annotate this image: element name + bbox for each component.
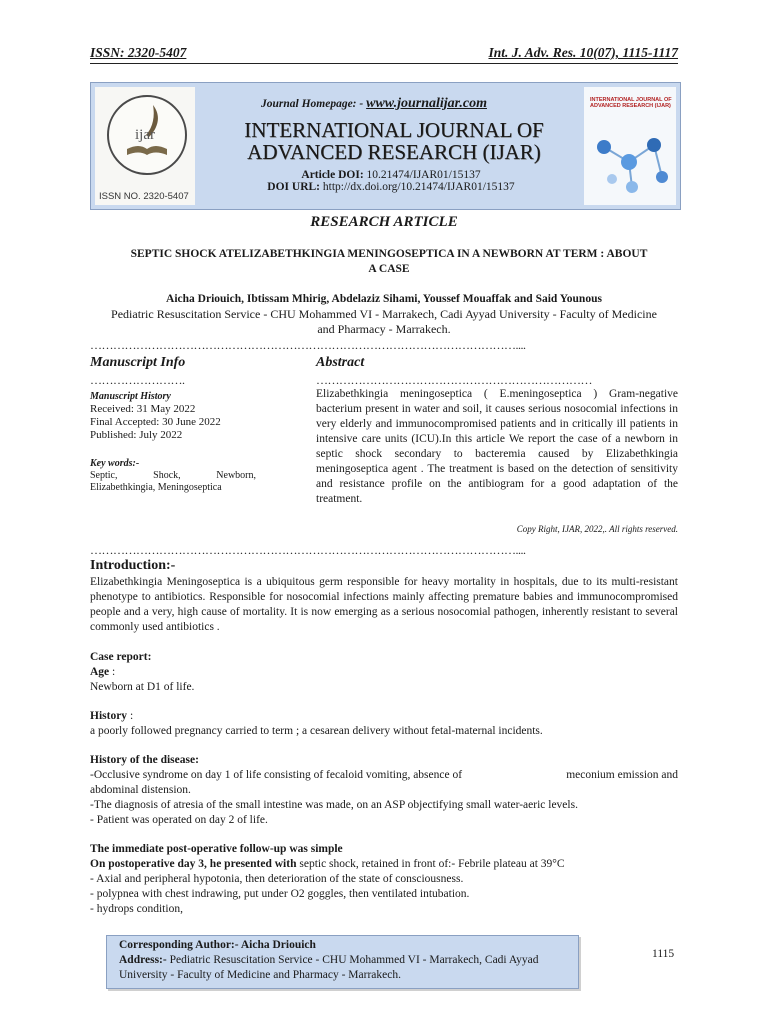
abstract-heading: Abstract: [316, 355, 365, 370]
homepage-label: Journal Homepage: -: [261, 98, 364, 110]
disease-line1b: meconium emission and: [566, 769, 678, 781]
disease-line3: -The diagnosis of atresia of the small intestine was made, on an ASP objectifying small water-aeric levels.: [90, 799, 578, 811]
disease-label: History of the disease:: [90, 754, 199, 766]
keywords-line2: Elizabethkingia, Meningoseptica: [90, 482, 222, 493]
manuscript-info-heading: Manuscript Info: [90, 355, 186, 370]
doi-url-link[interactable]: http://dx.doi.org/10.21474/IJAR01/15137: [322, 181, 515, 193]
dotted-separator-bottom: …………………………………………………………………………………………………....: [90, 543, 526, 557]
address-label: Address:-: [119, 954, 167, 966]
logo-emblem: [107, 95, 187, 175]
address-line2: University - Faculty of Medicine and Pharmacy - Marrakech.: [119, 969, 401, 981]
disease-line2: abdominal distension.: [90, 784, 191, 796]
abstract-text: Elizabethkingia meningoseptica ( E.meningoseptica ) Gram-negative bacterium present in water and soil, it causes serious nosocomial infections in very elderly and immunocompromised patients and in critically ill patients in intensive care units (ICU).In this article We report the case of a newborn in septic shock secondary to bacteremia caused by Elizabethkingia meningoseptica agent . The treatment is based on the detection of sensitivity and resistance profile on the antibiogram for a good adaptation of the treatment.: [316, 388, 678, 505]
corresponding-label: Corresponding Author:- Aicha Driouich: [119, 939, 316, 951]
history-label: History: [90, 710, 128, 722]
introduction-text: Elizabethkingia Meningoseptica is a ubiquitous germ responsible for heavy mortality in hospitals, due to its multi-resistant phenotype to antibiotics. Responsible for nosocomial infections mainly affecting premature babies and immunocompromised people and a very, high cause of mortality. It is now emerging as a serious nosocomial pathogen, inherently resistant to several commonly used antibiotics .: [90, 576, 678, 633]
citation-text: Int. J. Adv. Res. 10(07), 1115-1117: [488, 45, 678, 60]
abstract-dots: ………………………………………………………………: [316, 373, 592, 387]
page-number: 1115: [652, 948, 675, 960]
keyword: Septic,: [90, 470, 118, 481]
title-line2: A CASE: [368, 263, 410, 275]
received-date: Received: 31 May 2022: [90, 403, 196, 415]
published-date: Published: July 2022: [90, 429, 183, 441]
journal-logo: [95, 87, 195, 205]
age-separator: :: [109, 666, 116, 678]
journal-cover: [584, 87, 676, 205]
homepage-link[interactable]: www.journalijar.com: [366, 96, 487, 111]
running-header: [90, 45, 678, 64]
doi-url-label: DOI URL:: [267, 181, 321, 193]
journal-name: [219, 119, 569, 163]
history-section: [90, 709, 678, 739]
introduction-heading: Introduction:-: [90, 558, 176, 573]
affiliation: [90, 307, 678, 337]
homepage-line: [261, 96, 487, 112]
disease-line4: - Patient was operated on day 2 of life.: [90, 814, 268, 826]
logo-issn: ISSN NO. 2320-5407: [99, 191, 189, 202]
keywords-label: Key words:-: [90, 458, 140, 469]
disease-line1: [90, 768, 678, 783]
doi-value: 10.21474/IJAR01/15137: [366, 169, 481, 181]
corresponding-author-box: [106, 935, 579, 989]
case-report-heading: Case report:: [90, 651, 152, 663]
age-label: Age: [90, 666, 110, 678]
postop-section: [90, 842, 678, 917]
manuscript-dots: …………………….: [90, 373, 185, 387]
manuscript-history: [90, 390, 290, 442]
keywords-line1: [90, 470, 256, 482]
title-line1: SEPTIC SHOCK ATELIZABETHKINGIA MENINGOSEPTICA IN A NEWBORN AT TERM : ABOUT: [130, 248, 648, 260]
address-line1: Pediatric Resuscitation Service - CHU Mohammed VI - Marrakech, Cadi Ayyad: [166, 954, 539, 966]
journal-banner: [90, 82, 681, 210]
history-label: Manuscript History: [90, 391, 171, 402]
case-report: [90, 650, 678, 695]
day3-text: septic shock, retained in front of:- Febrile plateau at 39°C: [296, 858, 565, 870]
affiliation-line2: and Pharmacy - Marrakech.: [317, 322, 451, 336]
disease-history-section: [90, 753, 678, 828]
logo-text: ijar: [135, 127, 155, 143]
history-separator: :: [127, 710, 134, 722]
keyword: Newborn,: [216, 470, 256, 481]
keywords: [90, 458, 256, 494]
issn-text: ISSN: 2320-5407: [90, 45, 187, 60]
article-title: [100, 247, 678, 277]
journal-name-line2: ADVANCED RESEARCH (IJAR): [247, 140, 541, 164]
keyword: Shock,: [153, 470, 181, 481]
journal-name-line1: INTERNATIONAL JOURNAL OF: [244, 118, 544, 142]
article-type: RESEARCH ARTICLE: [310, 214, 458, 230]
molecule-icon: [584, 87, 676, 205]
history-text: a poorly followed pregnancy carried to term ; a cesarean delivery without fetal-maternal incidents.: [90, 725, 543, 737]
authors: Aicha Driouich, Ibtissam Mhirig, Abdelaziz Sihami, Youssef Mouaffak and Said Younous: [166, 293, 602, 305]
cover-title: INTERNATIONAL JOURNAL OF ADVANCED RESEARCH (IJAR): [590, 97, 672, 109]
bullet-3: - hydrops condition,: [90, 903, 183, 915]
bullet-2: - polypnea with chest indrawing, put under O2 goggles, then ventilated intubation.: [90, 888, 470, 900]
doi-block: [251, 169, 531, 193]
postop-label: The immediate post-operative follow-up was simple: [90, 843, 343, 855]
affiliation-line1: Pediatric Resuscitation Service - CHU Mohammed VI - Marrakech, Cadi Ayyad University - Faculty of Medicine: [111, 307, 657, 321]
bullet-1: - Axial and peripheral hypotonia, then deterioration of the state of consciousness.: [90, 873, 464, 885]
doi-label: Article DOI:: [301, 169, 364, 181]
copyright: Copy Right, IJAR, 2022,. All rights reserved.: [516, 524, 678, 534]
age-text: Newborn at D1 of life.: [90, 681, 195, 693]
day3-label: On postoperative day 3, he presented with: [90, 858, 297, 870]
accepted-date: Final Accepted: 30 June 2022: [90, 416, 221, 428]
dotted-separator-top: …………………………………………………………………………………………………....: [90, 338, 526, 352]
disease-line1a: -Occlusive syndrome on day 1 of life consisting of fecaloid vomiting, absence of: [90, 769, 463, 781]
